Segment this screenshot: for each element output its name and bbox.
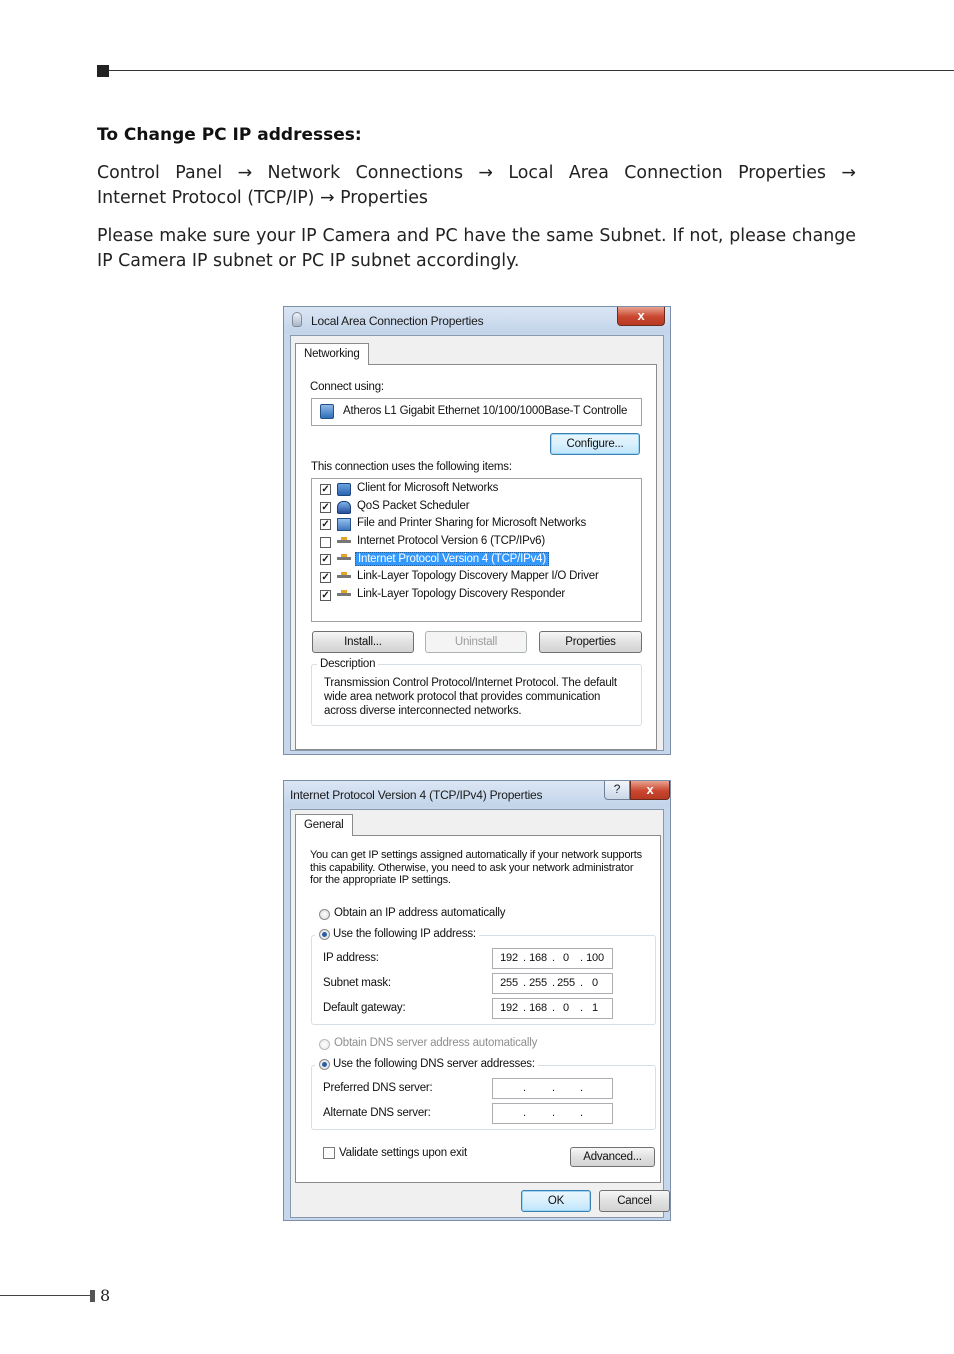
dialog-title: Local Area Connection Properties [311,314,484,328]
ip-octet[interactable]: 192 [500,1002,518,1014]
alternate-dns-label: Alternate DNS server: [323,1107,431,1119]
section-heading: To Change PC IP addresses: [97,125,362,145]
path-word: Network [267,163,341,183]
ip-group [311,928,656,1025]
advanced-button[interactable]: Advanced... [570,1147,655,1167]
ip-address-input[interactable] [492,948,613,969]
item-label: Internet Protocol Version 6 (TCP/IPv6) [357,534,545,547]
ip-dot: . [523,1002,526,1014]
manual-dns-radio[interactable] [319,1059,330,1070]
ip-dot: . [523,1082,526,1094]
path-word: Properties [738,163,826,183]
validate-label[interactable]: Validate settings upon exit [339,1147,468,1159]
ip-dot: . [580,952,583,964]
path-arrow: → [841,163,856,183]
connect-using-label: Connect using: [310,381,384,393]
description-legend: Description [317,658,378,670]
ip-octet[interactable]: 1 [592,1002,598,1014]
navigation-path-line1 [97,161,856,186]
item-checkbox[interactable]: ✓ [321,501,330,513]
manual-ip-legend [315,928,479,940]
install-button[interactable]: Install... [312,631,414,653]
close-button[interactable]: x [617,307,665,326]
description-group [311,658,642,726]
ip-octet[interactable]: 255 [529,977,547,989]
help-button[interactable]: ? [604,781,630,800]
ip-dot: . [552,1002,555,1014]
intro-line: this capability. Otherwise, you need to ask your network administrator [310,862,634,874]
default-gateway-label: Default gateway: [323,1002,406,1014]
path-word: Connections [355,163,464,183]
ip-octet[interactable]: 192 [500,952,518,964]
manual-ip-radio[interactable] [319,929,330,940]
dialog-titlebar [284,781,670,807]
footer-rule [0,1295,90,1296]
validate-checkbox[interactable] [323,1147,335,1159]
default-gateway-input[interactable] [492,998,613,1019]
description-line: Transmission Control Protocol/Internet Protocol. The default [324,677,617,689]
file-sharing-icon [337,518,351,531]
dns-group [311,1058,656,1130]
subnet-mask-input[interactable] [492,973,613,994]
path-word: Area [568,163,609,183]
path-arrow: → [237,163,253,183]
item-label: QoS Packet Scheduler [357,499,470,512]
auto-dns-radio[interactable] [319,1039,330,1050]
properties-button[interactable]: Properties [539,631,642,653]
ip-octet[interactable]: 255 [500,977,518,989]
configure-button[interactable]: Configure... [550,433,640,455]
protocol-icon [337,557,351,560]
tab-networking[interactable]: Networking [295,343,369,365]
ip-dot: . [523,952,526,964]
header-rule [109,70,954,71]
dialog-client [290,809,664,1218]
items-label: This connection uses the following items: [311,461,512,473]
manual-ip-label[interactable]: Use the following IP address: [333,928,476,940]
description-line: across diverse interconnected networks. [324,705,522,717]
intro-line: You can get IP settings assigned automatically if your network supports [310,849,642,861]
description-line: wide area network protocol that provides communication [324,691,601,703]
adapter-name: Atheros L1 Gigabit Ethernet 10/100/1000Base-T Controlle [343,405,628,417]
path-arrow: → [478,163,493,183]
footer-marker [90,1290,95,1302]
ip-dot: . [580,1002,583,1014]
preferred-dns-input[interactable] [492,1078,613,1099]
protocol-icon [337,575,351,578]
manual-dns-legend [315,1058,538,1070]
protocol-icon [337,593,351,596]
item-checkbox[interactable]: ✓ [321,519,330,531]
networking-panel [295,364,657,750]
general-panel [295,835,661,1183]
subnet-note: Please make sure your IP Camera and PC have the same Subnet. If not, please change IP Camera IP subnet or PC IP subnet accordingly. [97,226,856,271]
ip-dot: . [580,977,583,989]
ip-dot: . [523,1107,526,1119]
path-word: Panel [175,163,223,183]
manual-dns-label[interactable]: Use the following DNS server addresses: [333,1058,535,1070]
path-word: Local [508,163,554,183]
alternate-dns-input[interactable] [492,1103,613,1124]
network-client-icon [337,483,351,496]
ip-octet[interactable]: 168 [529,952,547,964]
ip-dot: . [580,1107,583,1119]
dialog-client [290,335,664,751]
path-word: Control [97,163,160,183]
protocol-icon [337,540,351,543]
ip-octet[interactable]: 0 [563,952,569,964]
intro-line: for the appropriate IP settings. [310,874,451,886]
close-button[interactable]: x [630,781,670,800]
navigation-path-line2: Internet Protocol (TCP/IP) → Properties [97,188,428,208]
ip-dot: . [552,977,555,989]
ip-dot: . [552,1107,555,1119]
uninstall-button[interactable]: Uninstall [425,631,527,653]
subnet-mask-label: Subnet mask: [323,977,391,989]
ip-dot: . [552,952,555,964]
items-list [311,478,642,622]
ip-address-label: IP address: [323,952,379,964]
item-checkbox[interactable]: ✓ [321,572,330,583]
dialog-title: Internet Protocol Version 4 (TCP/IPv4) Properties [290,788,543,802]
ip-dot: . [552,1082,555,1094]
ip-octet[interactable]: 0 [563,1002,569,1014]
ok-button[interactable]: OK [521,1190,591,1212]
ip-dot: . [523,977,526,989]
ip-octet[interactable]: 100 [586,952,604,964]
ip-dot: . [580,1082,583,1094]
page-number: 8 [100,1286,111,1305]
auto-ip-radio[interactable] [319,909,330,920]
item-label: Link-Layer Topology Discovery Responder [357,587,566,600]
tab-general[interactable]: General [295,814,353,836]
header-square [97,65,109,77]
local-area-connection-dialog [283,306,671,755]
item-label: Client for Microsoft Networks [357,482,499,494]
item-checkbox[interactable] [320,537,331,548]
item-label: File and Printer Sharing for Microsoft Networks [357,517,586,530]
ip-octet[interactable]: 0 [592,977,598,989]
cancel-button[interactable]: Cancel [599,1190,670,1212]
auto-dns-label[interactable]: Obtain DNS server address automatically [334,1037,538,1049]
qos-scheduler-icon [337,501,351,514]
adapter-field [311,398,642,426]
ipv4-properties-dialog [283,780,671,1221]
auto-ip-label[interactable]: Obtain an IP address automatically [334,907,506,919]
preferred-dns-label: Preferred DNS server: [323,1082,433,1094]
item-checkbox[interactable]: ✓ [321,484,330,495]
item-label: Link-Layer Topology Discovery Mapper I/O Driver [357,570,599,582]
network-connection-icon [292,312,302,327]
ip-octet[interactable]: 255 [557,977,575,989]
adapter-icon [320,404,334,419]
item-checkbox[interactable]: ✓ [321,554,330,566]
ip-octet[interactable]: 168 [529,1002,547,1014]
item-label: Internet Protocol Version 4 (TCP/IPv4) [355,552,549,566]
dialog-titlebar [284,307,670,333]
item-checkbox[interactable]: ✓ [321,589,330,601]
path-word: Connection [624,163,723,183]
navigation-path [97,161,856,211]
